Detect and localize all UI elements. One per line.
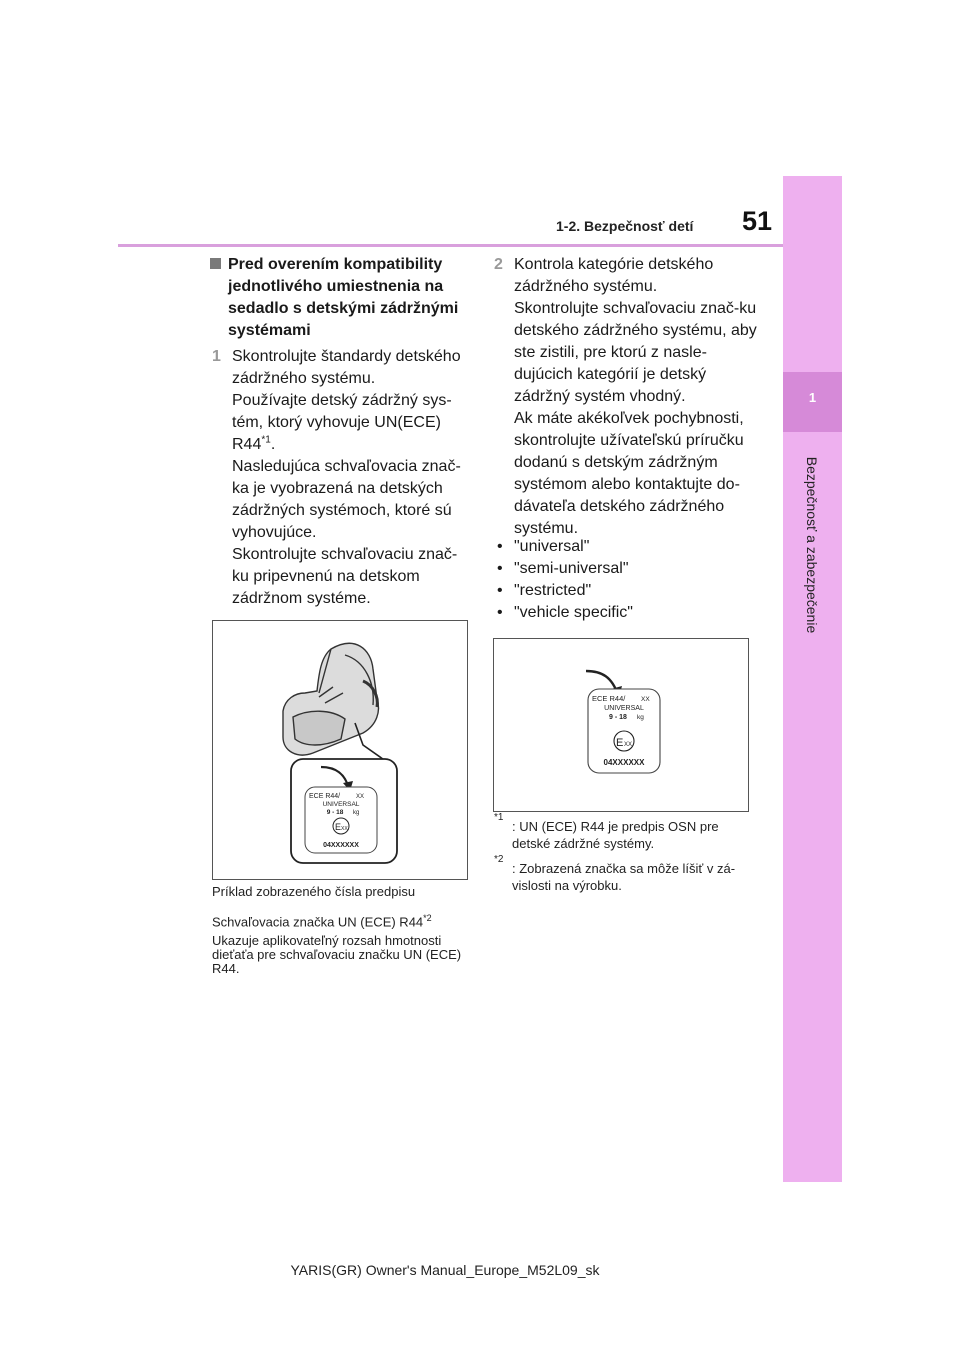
step-1 xyxy=(212,346,474,610)
chapter-side-tab xyxy=(783,176,842,1182)
list-item: • "restricted" xyxy=(494,580,764,602)
step-1-text-a: Skontrolujte štandardy detského zádržného systému. Používajte detský zádržný sys-tém, ktorý vyhovuje UN(ECE) R44 xyxy=(232,348,461,453)
chapter-title-text: Bezpečnosť a zabezpečenie xyxy=(804,456,820,634)
category-list xyxy=(494,536,764,624)
figure-caption-1: Príklad zobrazeného čísla predpisu xyxy=(212,884,416,899)
step-1-text-b: . Nasledujúca schvaľovacia znač-ka je vyobrazená na detských zádržných systémoch, ktoré sú vyhovujúce. Skontrolujte schvaľovaciu znač-ku pripevnenú na detskom zádržnom systéme. xyxy=(232,436,461,607)
fig1-ece: ECE R44/ xyxy=(309,793,341,800)
fig2-unit: kg xyxy=(637,714,644,721)
approval-mark-illustration xyxy=(494,639,748,811)
fig1-code: 04XXXXXX xyxy=(323,842,359,849)
fig2-ece: ECE R44/ xyxy=(592,694,626,703)
footnote-ref-1: *1 xyxy=(261,434,271,446)
footnote-2: *2 : Zobrazená značka sa môže líšiť v zá-vislosti na výrobku. xyxy=(494,860,756,894)
fig2-universal: UNIVERSAL xyxy=(604,705,644,712)
section-heading xyxy=(212,254,474,342)
heading-text: Pred overením kompatibility jednotlivého umiestnenia na sedadlo s detskými zádržnými systémami xyxy=(228,256,459,339)
child-seat-icon xyxy=(283,643,378,755)
fig1-exx: XX xyxy=(341,826,348,832)
child-seat-illustration xyxy=(213,621,467,879)
header-rule xyxy=(118,244,783,247)
fig1-xx: XX xyxy=(356,794,365,800)
approval-mark-figure xyxy=(493,638,749,812)
step-1-number: 1 xyxy=(212,348,221,365)
footnote-1: *1 : UN (ECE) R44 je predpis OSN pre detské zádržné systémy. xyxy=(494,818,756,852)
section-title: 1-2. Bezpečnosť detí xyxy=(556,218,694,234)
fig2-e: E xyxy=(616,737,624,749)
figure-caption-3: Ukazuje aplikovateľný rozsah hmotnosti dieťaťa pre schvaľovaciu značku UN (ECE) R44. xyxy=(212,933,462,976)
list-item: • "universal" xyxy=(494,536,764,558)
fig1-e: E xyxy=(335,822,342,832)
list-item: • "vehicle specific" xyxy=(494,602,764,624)
footnote-ref-2: *2 xyxy=(423,913,432,923)
list-item: • "semi-universal" xyxy=(494,558,764,580)
footnote-1-text: : UN (ECE) R44 je predpis OSN pre detské zádržné systémy. xyxy=(512,819,719,851)
step-2 xyxy=(494,254,764,540)
fig2-code: 04XXXXXX xyxy=(603,758,645,767)
figure-caption-2 xyxy=(212,910,472,930)
footer-text: YARIS(GR) Owner's Manual_Europe_M52L09_sk xyxy=(290,1262,600,1278)
fig2-exx: XX xyxy=(624,742,633,748)
heading-square-icon xyxy=(210,258,221,269)
fig1-universal: UNIVERSAL xyxy=(322,801,360,808)
step-1-body xyxy=(212,346,474,610)
fig2-xx: XX xyxy=(641,696,650,703)
page-footer xyxy=(0,1262,960,1278)
page-number: 51 xyxy=(742,206,773,236)
step-2-body: Kontrola kategórie detského zádržného systému. Skontrolujte schvaľovaciu znač-ku detského zádržného systému, aby ste zistili, pre ktorú z nasle-dujúcich kategórií je detský zádržný systém vhodný. Ak máte akékoľvek pochybnosti, skontrolujte užívateľskú príručku dodanú s detským zádržným systémom alebo kontaktujte do-dávateľa detského zádržného systému. xyxy=(514,256,757,537)
fig1-unit: kg xyxy=(353,810,360,816)
fig1-weight: 9 - 18 xyxy=(326,809,344,816)
child-seat-figure xyxy=(212,620,468,880)
step-2-number: 2 xyxy=(494,256,503,273)
caption-2-text: Schvaľovacia značka UN (ECE) R44 xyxy=(212,914,424,930)
fig2-weight: 9 - 18 xyxy=(609,714,627,721)
footnote-2-text: : Zobrazená značka sa môže líšiť v zá-vislosti na výrobku. xyxy=(512,861,736,893)
chapter-number: 1 xyxy=(808,390,817,405)
